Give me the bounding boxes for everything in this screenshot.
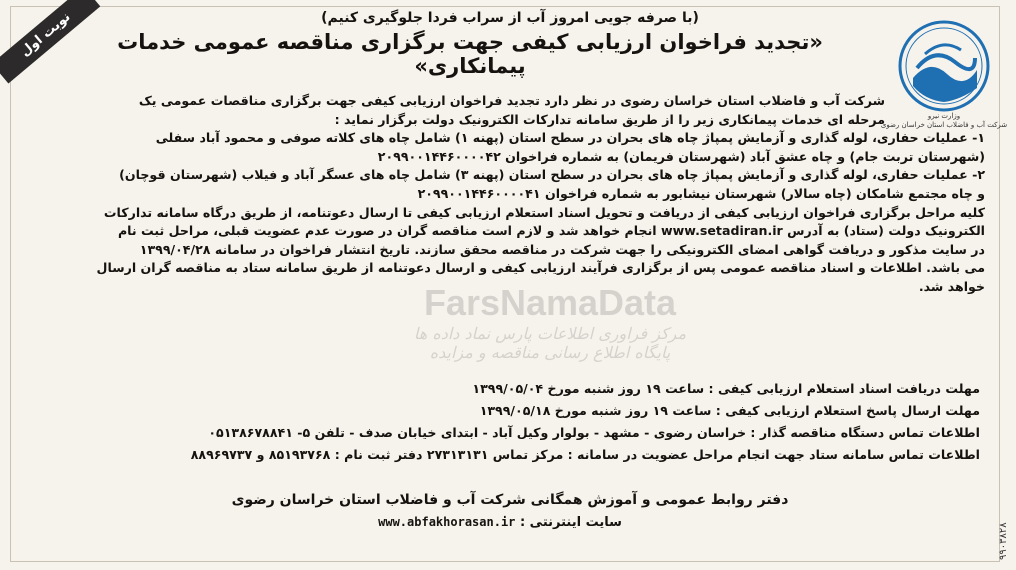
watermark-brand: FarsNamaData <box>423 282 677 323</box>
page-title: «تجدید فراخوان ارزیابی کیفی جهت برگزاری مناقصه عمومی خدمات پیمانکاری» <box>117 30 823 78</box>
deadlines-block <box>30 378 980 466</box>
item-2-line-1: ۲- عملیات حفاری، لوله گذاری و آزمایش پمپاژ چاه های بحران در سطح استان (پهنه ۳) شامل چاه های عسگر آباد و فیلاب (شهرستان قوچان) <box>119 167 985 183</box>
ministry-caption: وزارت نیرو <box>927 112 961 120</box>
send-deadline: مهلت ارسال پاسخ استعلام ارزیابی کیفی : ساعت ۱۹ روز شنبه مورخ ۱۳۹۹/۰۵/۱۸ <box>479 403 980 418</box>
intro-line-1: شرکت آب و فاضلاب استان خراسان رضوی در نظر دارد تجدید فراخوان ارزیابی کیفی جهت برگزاری مناقصات عمومی یک <box>138 93 885 108</box>
procedure-line-3: در سایت مذکور و دریافت گواهی امضای الکترونیکی را جهت شرکت در مناقصه محقق سازند. تاریخ انتشار فراخوان در سامانه ۱۳۹۹/۰۴/۲۸ <box>139 241 985 257</box>
procedure-line-4: می باشد. اطلاعات و اسناد مناقصه عمومی پس از برگزاری فرآیند ارزیابی کیفی و ارسال دعوتنامه از طریق سامانه ستاد به مناقصه گران ارسال <box>96 260 985 276</box>
edition-ribbon: نوبت اول <box>0 0 100 84</box>
side-reference-code: ۹۹۰۳۸۲۸ <box>998 522 1009 560</box>
item-2-line-2: و چاه مجتمع شامکان (چاه سالار) شهرستان نیشابور به شماره فراخوان ۲۰۹۹۰۰۱۴۴۶۰۰۰۰۴۱ <box>417 185 985 201</box>
receive-deadline: مهلت دریافت اسناد استعلام ارزیابی کیفی : ساعت ۱۹ روز شنبه مورخ ۱۳۹۹/۰۵/۰۴ <box>472 381 980 396</box>
logo-caption <box>880 112 1008 130</box>
contact-info: اطلاعات تماس دستگاه مناقصه گذار : خراسان رضوی - مشهد - بولوار وکیل آباد - ابتدای خیابان صدف - تلفن ۵- ۰۵۱۳۸۶۷۸۸۴۱ <box>208 425 980 440</box>
procedure-line-1: کلیه مراحل برگزاری فراخوان ارزیابی کیفی از دریافت و تحویل اسناد استعلام ارزیابی کیفی تا ارسال دعوتنامه، از طریق درگاه سامانه تدارکات <box>103 204 985 220</box>
item-1-line-1: ۱- عملیات حفاری، لوله گذاری و آزمایش پمپاژ چاه های بحران در سطح استان (پهنه ۱) شامل چاه های کلاته صوفی و محمود آباد سفلی <box>155 130 985 146</box>
procedure-line-2: الکترونیک دولت (ستاد) به آدرس www.setadiran.ir انجام خواهد شد و لازم است مناقصه گران در صورت عدم عضویت قبلی، مراحل ثبت نام <box>117 223 985 239</box>
setad-contact-info: اطلاعات تماس سامانه ستاد جهت انجام مراحل عضویت در سامانه : مرکز تماس ۲۷۳۱۳۱۳۱ دفتر ثبت نام : ۸۵۱۹۳۷۶۸ و ۸۸۹۶۹۷۳۷ <box>190 447 980 462</box>
website-link[interactable]: www.abfakhorasan.ir <box>378 515 516 529</box>
procedure-line-5: خواهد شد. <box>918 278 985 294</box>
website-label: سایت اینترنتی : <box>519 515 622 530</box>
watermark-line-2: پایگاه اطلاع رسانی مناقصه و مزایده <box>429 343 671 362</box>
website-line <box>250 515 750 530</box>
watermark-line-1: مرکز فراوری اطلاعات پارس نماد داده ها <box>413 324 687 343</box>
intro-line-2: مرحله ای خدمات پیمانکاری زیر را از طریق سامانه تدارکات الکترونیک دولت برگزار نماید : <box>334 111 885 127</box>
slogan: (با صرفه جویی امروز آب از سراب فردا جلوگیری کنیم) <box>321 10 699 26</box>
company-caption: شرکت آب و فاضلاب استان خراسان رضوی <box>880 121 1008 129</box>
item-1-line-2: (شهرستان تربت جام) و چاه عشق آباد (شهرستان فریمان) به شماره فراخوان ۲۰۹۹۰۰۱۴۴۶۰۰۰۰۴۲ <box>377 148 985 164</box>
pr-office-signature: دفتر روابط عمومی و آموزش همگانی شرکت آب و فاضلاب استان خراسان رضوی <box>231 492 789 508</box>
